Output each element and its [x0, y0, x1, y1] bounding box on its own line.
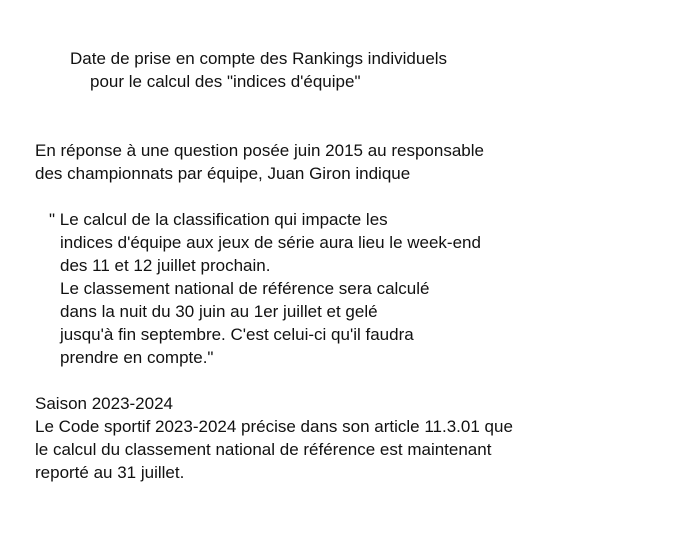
quote-line-3: des 11 et 12 juillet prochain. [60, 256, 271, 275]
title-line-1: Date de prise en compte des Rankings individuels [70, 49, 448, 68]
quote-line-1: " Le calcul de la classification qui impacte les [49, 210, 388, 229]
intro-line-1: En réponse à une question posée juin 2015 au responsable [35, 141, 484, 160]
quote-line-4: Le classement national de référence sera calculé [60, 279, 430, 298]
season-line-3: reporté au 31 juillet. [35, 463, 185, 482]
quote-line-2: indices d'équipe aux jeux de série aura lieu le week-end [60, 233, 481, 252]
quote-line-7: prendre en compte." [60, 348, 214, 367]
title-line-2: pour le calcul des "indices d'équipe" [90, 72, 361, 91]
quote-line-5: dans la nuit du 30 juin au 1er juillet et gelé [60, 302, 378, 321]
intro-line-2: des championnats par équipe, Juan Giron indique [35, 164, 411, 183]
season-heading: Saison 2023-2024 [35, 394, 174, 413]
season-line-2: le calcul du classement national de référence est maintenant [35, 440, 492, 459]
season-line-1: Le Code sportif 2023-2024 précise dans son article 11.3.01 que [35, 417, 513, 436]
quote-line-6: jusqu'à fin septembre. C'est celui-ci qu'il faudra [60, 325, 414, 344]
